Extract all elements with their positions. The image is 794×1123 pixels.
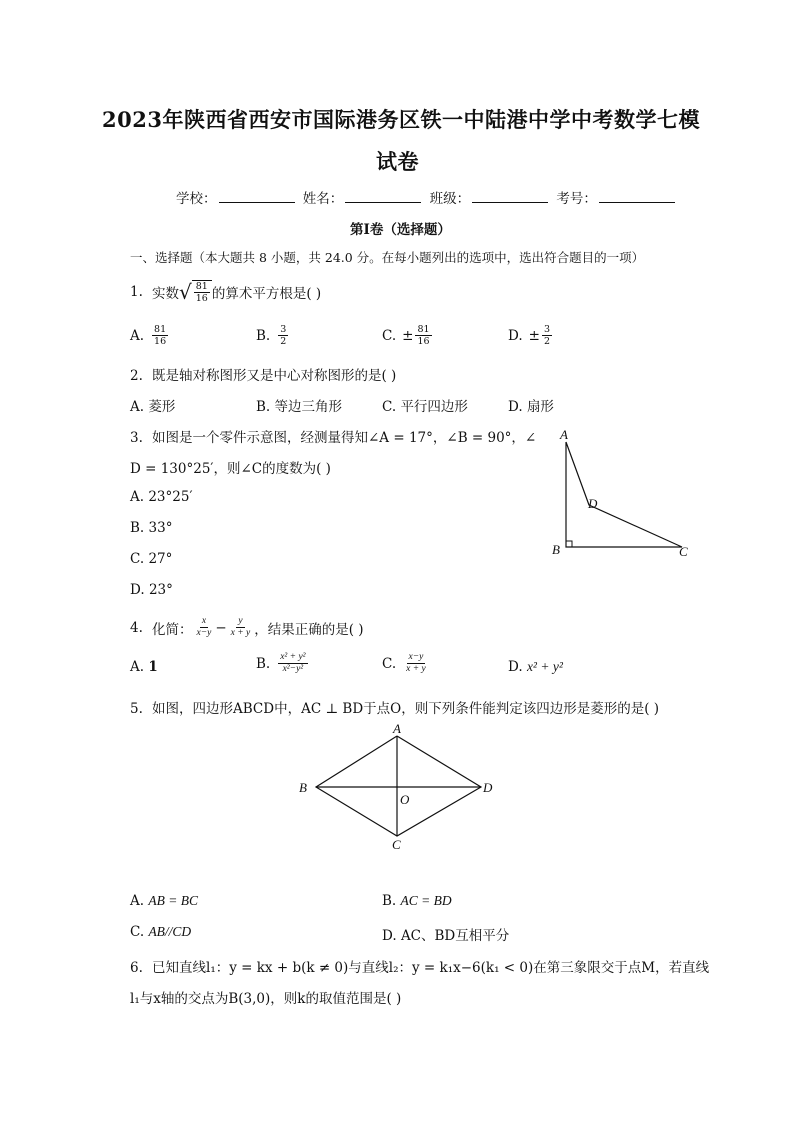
option-a[interactable] [130,324,170,347]
exam-title-line1: 2023年陕西省西安市国际港务区铁一中陆港中学中考数学七模 [102,107,700,132]
question-1 [130,280,321,304]
option-text: AB//CD [148,924,192,939]
option-text: 等边三角形 [274,399,343,415]
label-point-o: O [400,792,410,807]
question-6 [130,956,709,976]
option-a[interactable] [130,395,175,415]
option-label: D. [130,582,145,598]
option-text: AC、BD互相平分 [400,928,510,944]
option-label: D. [508,399,523,415]
option-label: C. [382,655,397,672]
option-c[interactable] [382,324,434,347]
option-text: 33° [148,520,173,536]
plus-minus-sign: ± [528,327,540,344]
question-number: 4. [130,619,143,636]
option-a[interactable] [130,489,193,505]
label-point-a: A [560,427,568,442]
sqrt-expression [179,280,212,304]
option-b[interactable] [130,520,172,536]
option-b[interactable] [382,893,452,909]
question-text: ，结果正确的是( ) [254,621,364,638]
question-text: 如图，四边形ABCD中，AC ⊥ BD于点O，则下列条件能判定该四边形是菱形的是( ) [152,701,660,717]
question-number: 5. [130,701,143,717]
school-label: 学校： [176,191,217,207]
option-b[interactable] [256,652,310,675]
fraction-numerator: y [238,616,243,626]
option-label: B. [256,327,271,344]
plus-minus-sign: ± [402,327,414,344]
option-text: 平行四边形 [400,399,468,415]
question-2 [130,364,396,384]
question-text: 如图是一个零件示意图，经测量得知∠A = 17°，∠B = 90°，∠ [152,430,537,446]
exam-number-label: 考号： [556,191,597,207]
fraction-numerator: 81 [417,324,430,335]
label-point-a: A [393,721,401,736]
label-point-b: B [299,780,307,795]
fraction-denominator: 2 [543,336,550,347]
fraction-denominator: 2 [280,336,287,347]
option-label: D. [508,327,523,344]
question-number: 6. [130,960,143,976]
option-b[interactable] [256,395,342,415]
quadrilateral-outline [316,736,481,836]
option-c[interactable] [382,652,430,675]
option-text: 23° [148,582,173,598]
option-label: A. [130,327,145,344]
exam-title-line2: 试卷 [376,149,419,174]
option-text: 23°25′ [148,489,193,505]
fraction-numerator: 81 [195,281,208,292]
question-4 [130,616,364,639]
question-text: 化简： [152,621,193,638]
school-blank[interactable] [219,188,295,203]
question-number: 2. [130,368,143,384]
question-3-line2: D = 130°25′，则∠C的度数为( ) [130,461,331,477]
label-point-d: D [588,496,598,511]
question-text: 已知直线l₁：y = kx + b(k ≠ 0)与直线l₂：y = k₁x−6(k₁ < 0)在第三象限交于点M，若直线 [152,960,710,976]
option-label: A. [130,489,145,505]
fraction-denominator: 16 [417,336,430,347]
question-number: 3. [130,430,143,446]
fraction-numerator: 3 [543,324,550,335]
radical-sign-icon: √ [179,280,192,304]
option-d[interactable] [382,924,509,944]
option-label: C. [382,327,397,344]
class-blank[interactable] [472,188,548,203]
class-label: 班级： [429,191,471,207]
question-3 [130,426,536,446]
option-d[interactable] [508,659,563,675]
label-point-d: D [483,780,493,795]
fraction-denominator: 16 [195,293,208,304]
option-text: 1 [148,659,158,675]
option-text: 扇形 [526,399,554,415]
option-d[interactable] [508,324,554,347]
question-number: 1. [130,284,143,300]
option-label: D. [382,928,397,944]
option-text: 菱形 [148,399,176,415]
name-blank[interactable] [345,188,421,203]
option-label: C. [130,551,145,567]
name-label: 姓名： [302,191,344,207]
option-c[interactable] [130,551,172,567]
fraction-denominator: 16 [154,336,167,347]
option-c[interactable] [382,395,468,415]
minus-sign: − [215,619,227,636]
option-a[interactable] [130,659,158,675]
option-d[interactable] [130,582,173,598]
option-b[interactable] [256,324,290,347]
fraction-numerator: 3 [280,324,287,335]
option-label: A. [130,399,145,415]
option-label: A. [130,893,145,909]
label-point-c: C [679,544,688,559]
question-text: 实数 [152,286,179,302]
fraction-denominator: x−y [196,628,212,638]
section-title: 第I卷（选择题） [350,222,451,238]
option-label: C. [130,924,145,940]
label-point-b: B [552,542,560,557]
option-text: AB = BC [148,893,198,908]
question-5 [130,697,659,717]
option-a[interactable] [130,893,198,909]
option-label: D. [508,659,523,675]
option-d[interactable] [508,395,554,415]
question-6-line2: l₁与x轴的交点为B(3,0)，则k的取值范围是( ) [130,991,402,1007]
part-diagram [546,424,696,564]
option-text: x² + y² [526,659,563,674]
fraction-numerator: x² + y² [280,652,306,662]
fraction-denominator: x + y [406,664,426,674]
option-label: A. [130,659,145,675]
option-text: AC = BD [400,893,452,908]
unused-shape [316,736,481,836]
fraction-numerator: x−y [408,652,424,662]
option-label: B. [256,399,271,415]
right-angle-mark [566,541,572,547]
fraction-denominator: x + y [230,628,251,638]
option-label: B. [130,520,145,536]
option-label: B. [256,655,271,672]
option-c[interactable] [130,924,191,940]
label-point-c: C [392,837,401,852]
info-row [176,187,679,207]
option-label: B. [382,893,397,909]
option-label: C. [382,399,397,415]
exam-number-blank[interactable] [599,188,675,203]
fraction-numerator: x [201,616,207,626]
fraction-numerator: 81 [154,324,167,335]
fraction-denominator: x²−y² [282,664,304,674]
question-text: 既是轴对称图形又是中心对称图形的是( ) [152,368,397,384]
rhombus-diagram [292,718,502,858]
question-text: 的算术平方根是( ) [211,286,322,302]
part-heading: 一、选择题（本大题共 8 小题，共 24.0 分。在每小题列出的选项中，选出符合题目的一项） [130,250,645,265]
option-text: 27° [148,551,173,567]
part-outline [566,442,682,547]
